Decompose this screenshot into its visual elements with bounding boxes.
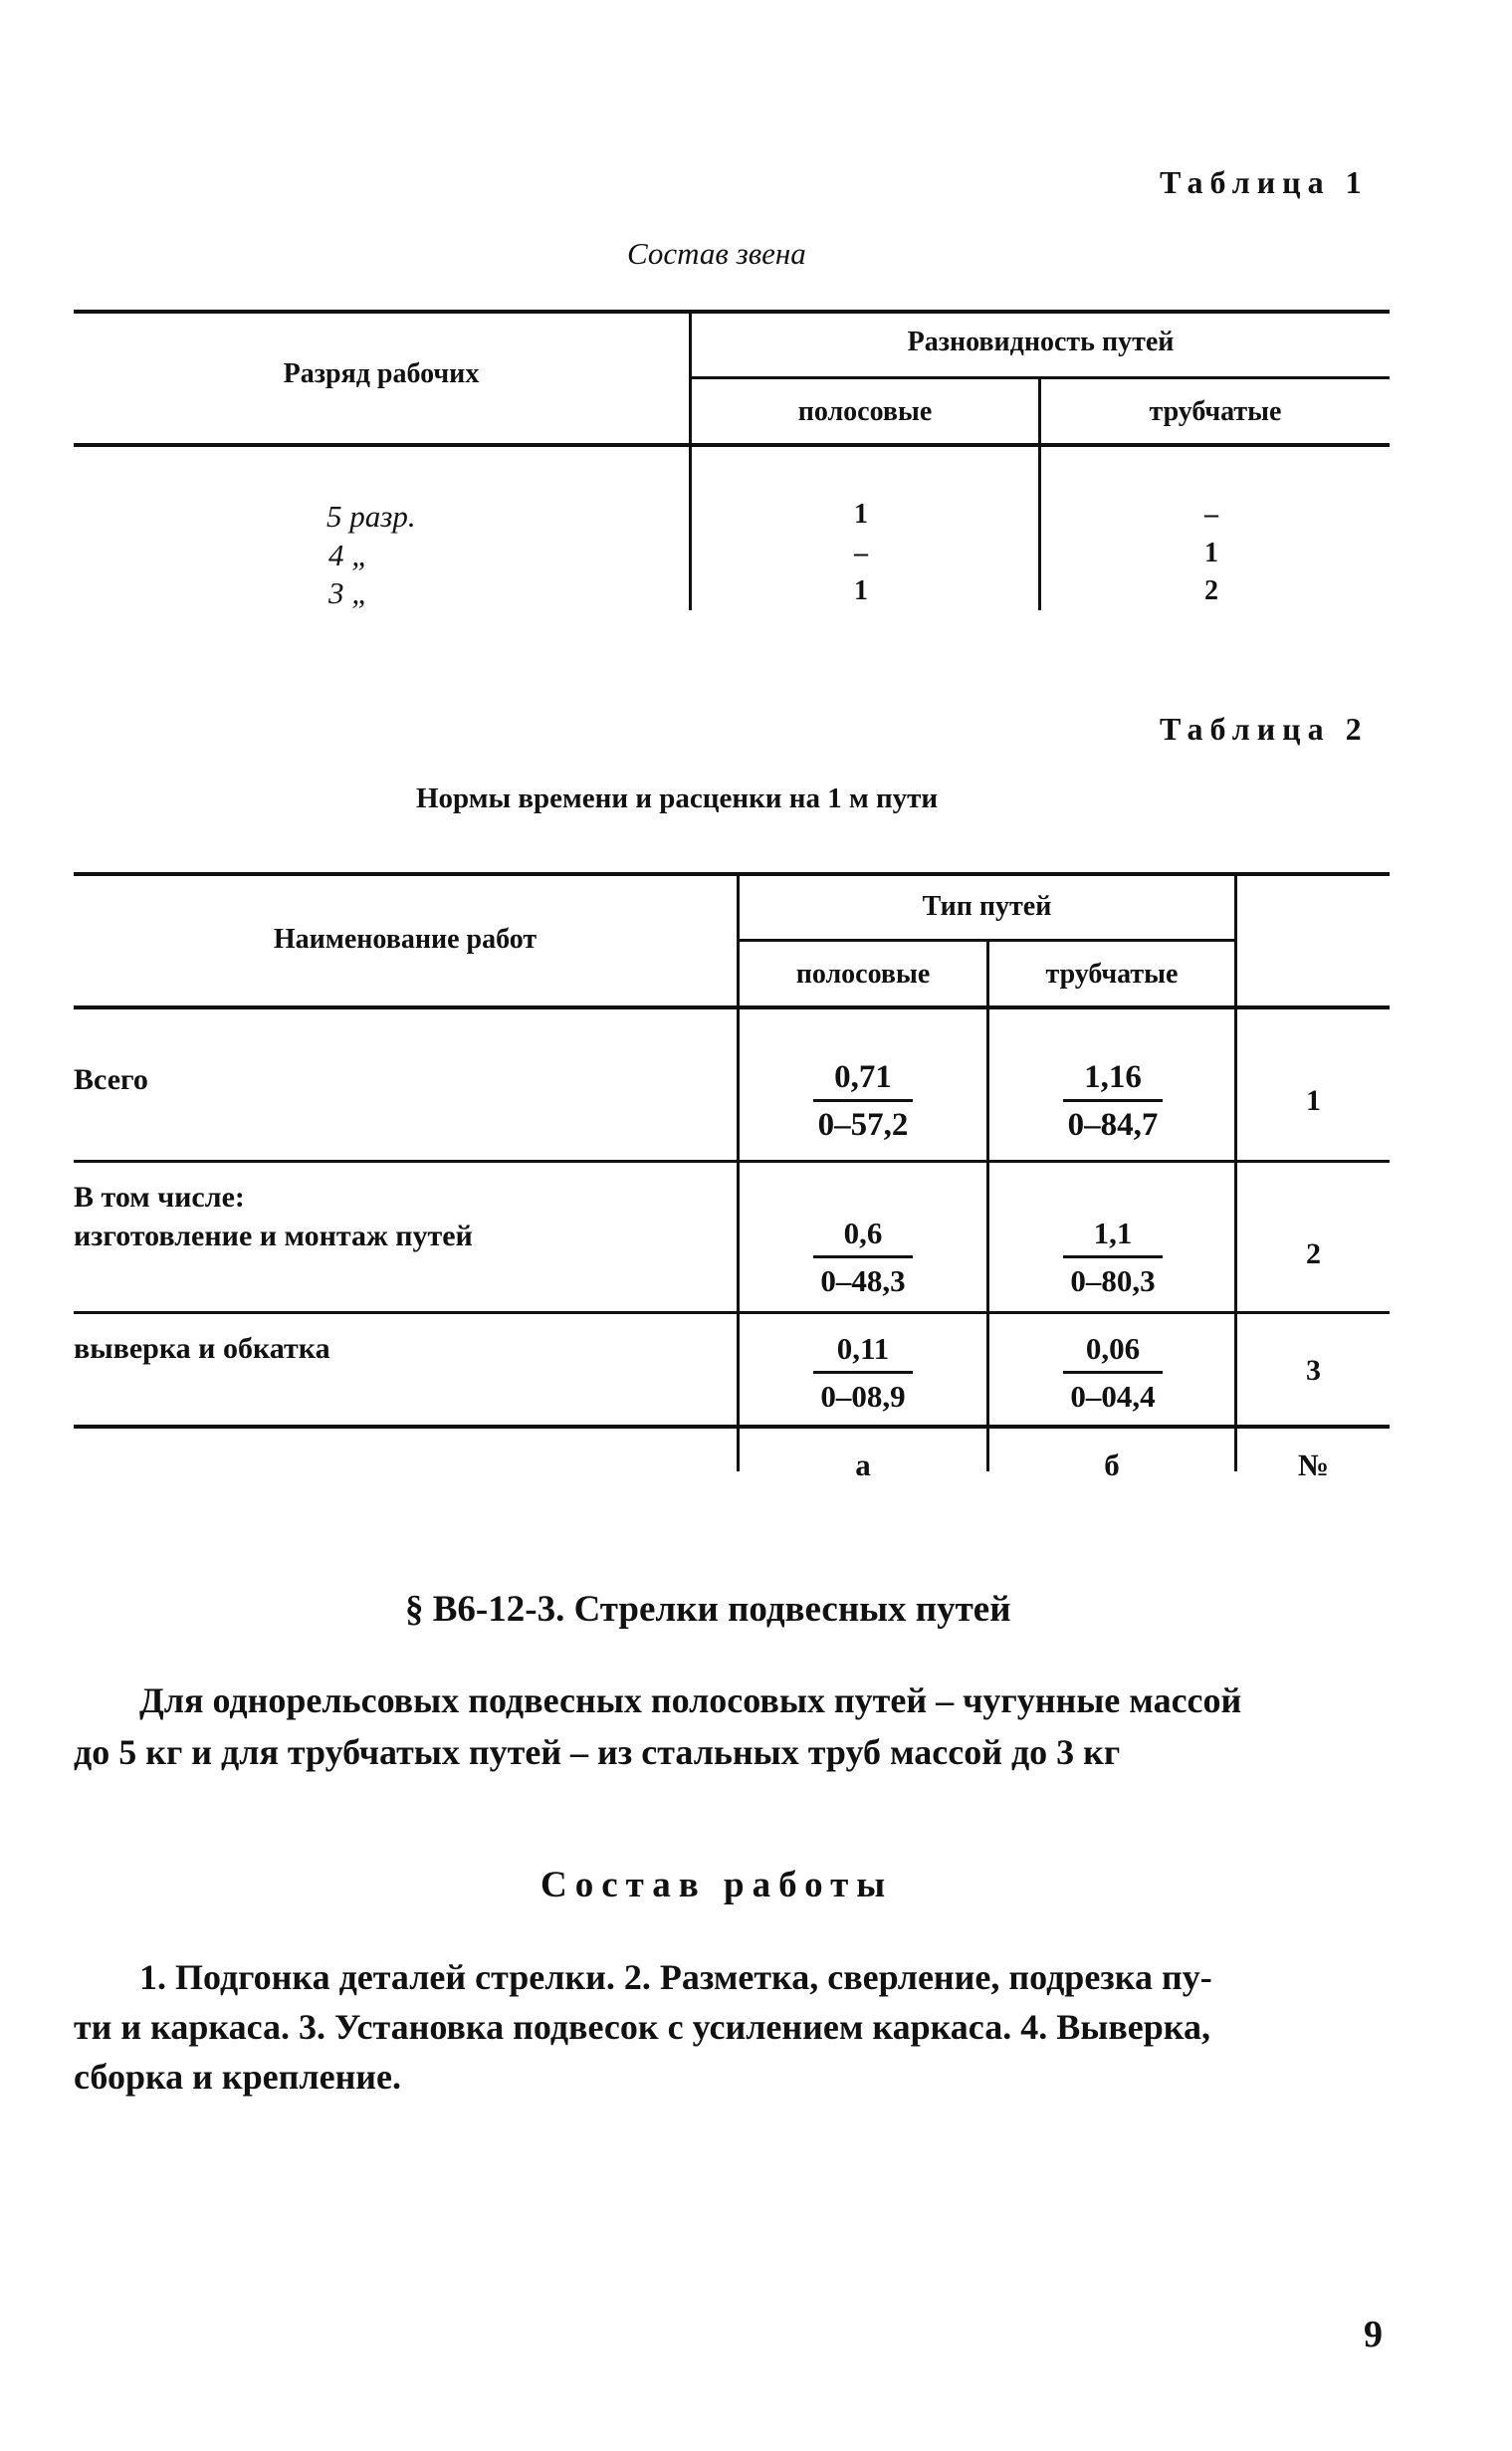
table2-row-1-no: 1 xyxy=(1306,1084,1321,1117)
work-line1: 1. Подгонка деталей стрелки. 2. Разметка, сверление, подрезка пу- xyxy=(139,1957,1212,1997)
table2-row1-rule xyxy=(74,1160,1390,1163)
table1-row-3-b: 2 xyxy=(1204,575,1218,606)
table2-label: Таблица 2 xyxy=(1160,711,1369,747)
table2-row-3-b-norm: 0,06 xyxy=(1085,1331,1141,1366)
table2-row-3-no: 3 xyxy=(1306,1354,1321,1387)
table1-row-2-b: 1 xyxy=(1204,538,1218,568)
work-line2: ти и каркаса. 3. Установка подвесок с усилением каркаса. 4. Выверка, xyxy=(74,2007,1210,2047)
table1-top-rule xyxy=(74,310,1390,314)
section-heading: § В6-12-3. Стрелки подвесных путей xyxy=(405,1589,1011,1630)
table2-row2-rule xyxy=(74,1311,1390,1314)
table1-header-col-a: полосовые xyxy=(797,396,933,427)
fraction-bar xyxy=(813,1371,913,1374)
table1-row-1-b: – xyxy=(1204,499,1218,530)
section-intro-line2: до 5 кг и для трубчатых путей – из стальных труб массой до 3 кг xyxy=(74,1732,1121,1772)
table2-footer-a: а xyxy=(855,1448,871,1482)
table1-title: Состав звена xyxy=(627,236,806,271)
table2-row-3-a-norm: 0,11 xyxy=(836,1331,890,1366)
table2-row-2-a-fraction xyxy=(739,1215,987,1300)
table1-header-col-b: трубчатые xyxy=(1149,396,1282,427)
table2-row-1-b-rate: 0–84,7 xyxy=(1067,1107,1159,1143)
table2-row-1-b-fraction xyxy=(988,1058,1237,1144)
table2-row-1-a-rate: 0–57,2 xyxy=(817,1107,909,1143)
table2-row-2-b-rate: 0–80,3 xyxy=(1070,1263,1156,1298)
table2-row-1-a-fraction xyxy=(739,1058,987,1144)
fraction-bar xyxy=(813,1255,913,1258)
table2-row-3-a-rate: 0–08,9 xyxy=(820,1379,906,1414)
page-number: 9 xyxy=(1364,2314,1383,2355)
table2-header-col-a: полосовые xyxy=(795,959,931,990)
table2-title: Нормы времени и расценки на 1 м пути xyxy=(416,782,939,814)
table2-row-2-no: 2 xyxy=(1306,1237,1321,1270)
section-intro-line1: Для однорельсовых подвесных полосовых путей – чугунные массой xyxy=(139,1680,1242,1720)
table1-header-group: Разновидность путей xyxy=(907,327,1175,357)
table2-header-bottom-rule xyxy=(74,1005,1390,1009)
table2-row-3-name: выверка и обкатка xyxy=(74,1332,330,1365)
table2-row-3-a-fraction xyxy=(739,1330,987,1416)
table1-header-left: Разряд рабочих xyxy=(283,358,480,389)
work-line3: сборка и крепление. xyxy=(74,2057,402,2097)
table2-header-left: Наименование работ xyxy=(273,924,538,955)
table2-row-3-b-fraction xyxy=(988,1330,1237,1416)
table2-header-group: Тип путей xyxy=(922,891,1052,922)
table2-footer-b: б xyxy=(1104,1448,1120,1482)
table2-bottom-rule xyxy=(74,1425,1390,1429)
table2-top-rule xyxy=(74,872,1390,876)
table1-row-2-a: – xyxy=(854,538,868,568)
fraction-bar xyxy=(1063,1099,1163,1102)
table2-row-2-a-rate: 0–48,3 xyxy=(820,1263,906,1298)
fraction-bar xyxy=(1063,1371,1163,1374)
table1-row-3-a: 1 xyxy=(854,575,868,606)
table2-row-1-b-norm: 1,16 xyxy=(1084,1059,1142,1095)
work-heading: Состав работы xyxy=(540,1865,894,1905)
table2-row-2-b-norm: 1,1 xyxy=(1093,1216,1133,1250)
table2-footer-no: № xyxy=(1297,1448,1330,1482)
fraction-bar xyxy=(1063,1255,1163,1258)
table2-row-2-b-fraction xyxy=(988,1215,1237,1300)
table1-row-1-grade: 5 разр. xyxy=(326,499,416,534)
table1-label: Таблица 1 xyxy=(1160,164,1369,200)
table2-row-2-a-norm: 0,6 xyxy=(843,1216,883,1250)
table1-row-2-grade: 4 „ xyxy=(328,538,369,572)
table1-row-1-a: 1 xyxy=(854,499,868,530)
table2-row-1-name: Всего xyxy=(74,1063,148,1096)
table2-row-2-name-line1: В том числе: xyxy=(74,1181,245,1214)
table1-header-bottom-rule xyxy=(74,443,1390,447)
fraction-bar xyxy=(813,1099,913,1102)
table1-row-3-grade: 3 „ xyxy=(328,575,369,610)
table2-header-col-b: трубчатые xyxy=(1045,959,1179,990)
table2-row-3-b-rate: 0–04,4 xyxy=(1070,1379,1156,1414)
table2-row-1-a-norm: 0,71 xyxy=(834,1059,892,1095)
table2-row-2-name-line2: изготовление и монтаж путей xyxy=(74,1220,473,1252)
